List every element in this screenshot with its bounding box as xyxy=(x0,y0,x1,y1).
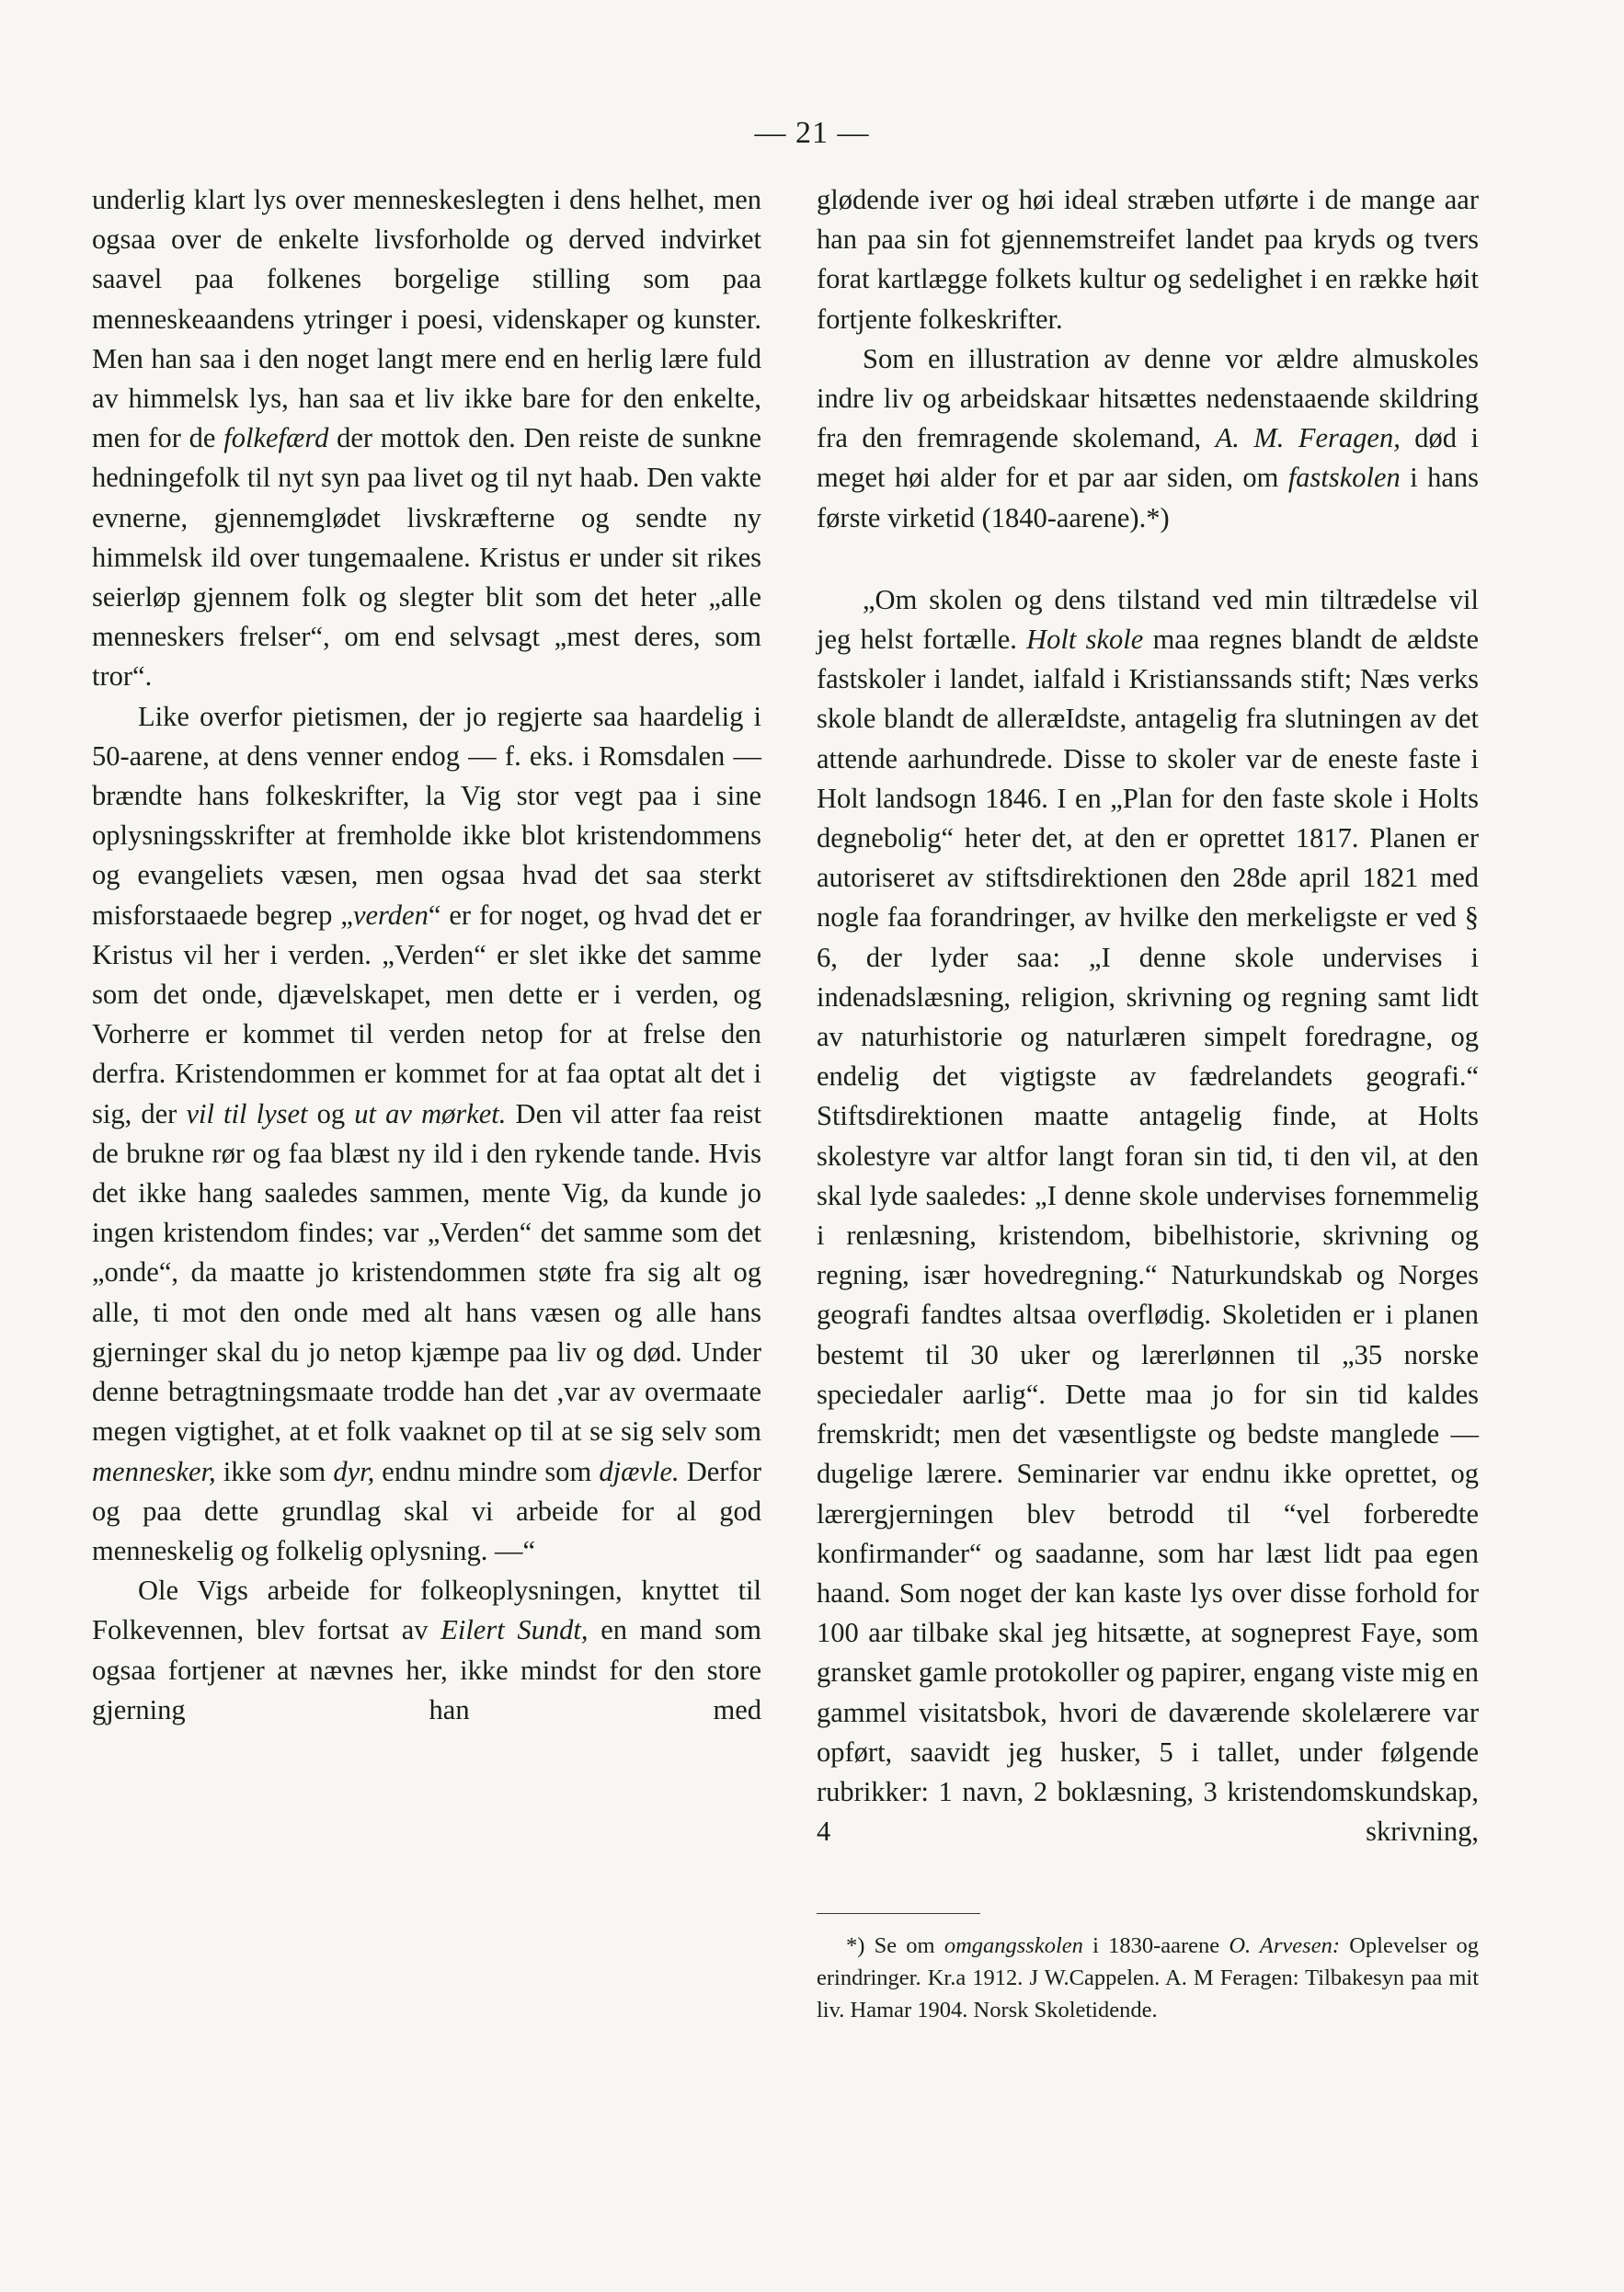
text-run: Oplevelser og erindringer. Kr.a 1912. J W.Cappelen. A. M Feragen: Tilbakesyn paa mit liv. Hamar 1904. Norsk Skoletidende. xyxy=(817,1933,1480,2023)
text-run: og xyxy=(307,1097,355,1129)
left-column xyxy=(92,180,761,1730)
text-run: død i meget høi alder for et par aar siden, om xyxy=(817,422,1479,494)
emphasis: Holt skole xyxy=(1026,624,1144,656)
emphasis: djævle. xyxy=(599,1455,680,1487)
emphasis: verden xyxy=(352,899,429,931)
page-number: — 21 — xyxy=(754,116,870,150)
emphasis: Eilert Sundt, xyxy=(440,1614,589,1646)
emphasis: A. M. Feragen, xyxy=(1215,422,1401,454)
emphasis: mennesker, xyxy=(92,1455,216,1487)
text-run: Som en illustration av denne vor ældre almuskoles indre liv og arbeidskaar hitsættes nedenstaaende skildring fra den fremragende skolemand, xyxy=(817,342,1479,454)
footnote-rule xyxy=(817,1913,980,1914)
footnote xyxy=(817,1930,1479,2026)
text-run: Ole Vigs arbeide for folkeoplysningen, knyttet til Folkevennen, blev fortsat av xyxy=(92,1575,761,1646)
text-run: en mand som ogsaa fortjener at nævnes her, ikke mindst for den store gjerning han med xyxy=(92,1614,761,1725)
paragraph xyxy=(92,1571,761,1730)
text-run: glødende iver og høi ideal stræben utførte i de mange aar han paa sin fot gjennemstreifet landet paa kryds og tvers forat kartlægge folkets kultur og sedelighet i en række høit fortjente folkeskrifter. xyxy=(817,184,1479,335)
text-run: Like overfor pietismen, der jo regjerte saa haardelig i 50-aarene, at dens venner endog — f. eks. i Romsdalen — brændte hans folkeskrifter, la Vig stor vegt paa i sine oplysningsskrifter at fremholde ikke blot kristendommens og evangeliets væsen, men ogsaa hvad det saa sterkt misforstaaede begrep „ xyxy=(92,700,761,931)
paragraph xyxy=(92,180,761,697)
emphasis: vil til lyset xyxy=(186,1097,308,1129)
text-run: Derfor og paa dette grundlag skal vi arbeide for al god menneskelig og folkelig oplysning. —“ xyxy=(92,1455,761,1566)
text-run: underlig klart lys over menneskeslegten i dens helhet, men ogsaa over de enkelte livsforholde og derved indvirket saavel paa folkenes borgelige stilling som paa menneskeaandens ytringer i poesi, videnskaper og kunster. Men han saa i den noget langt mere end en herlig lære fuld av himmelsk lys, han saa et liv ikke bare for den enkelte, men for de xyxy=(92,184,761,454)
emphasis: folkefærd xyxy=(223,422,329,454)
text-run: “ er for noget, og hvad det er Kristus vil her i verden. „Verden“ er slet ikke det samme som det onde, djævelskapet, men dette er i verden, og Vorherre er kommet til verden netop for at frelse den derfra. Kristendommen er kommet for at faa optat alt det i sig, der xyxy=(92,899,761,1129)
paragraph xyxy=(92,697,761,1571)
quoted-paragraph xyxy=(817,580,1479,1852)
emphasis: ut av mørket. xyxy=(354,1097,507,1129)
paragraph xyxy=(817,339,1479,538)
text-run: *) Se om xyxy=(846,1933,944,1958)
text-run: i hans første virketid (1840-aarene).*) xyxy=(817,462,1479,533)
text-run: ikke som xyxy=(215,1455,334,1487)
text-run: „Om skolen og dens tilstand ved min tiltrædelse vil jeg helst fortælle. xyxy=(817,583,1479,656)
emphasis: dyr, xyxy=(333,1455,375,1487)
paragraph xyxy=(817,180,1479,339)
right-column xyxy=(817,180,1479,1851)
text-run: endnu mindre som xyxy=(374,1455,600,1487)
emphasis: O. Arvesen: xyxy=(1229,1933,1340,1958)
emphasis: fastskolen xyxy=(1287,462,1401,494)
text-run: maa regnes blandt de ældste fastskoler i landet, ialfald i Kristianssands stift; Næs verks skole blandt de alleræIdste, antagelig fra slutningen av det attende aarhundrede. Disse to skoler var de eneste faste i Holt landsogn 1846. I en „Plan for den faste skole i Holts degnebolig“ heter det, at den er oprettet 1817. Planen er autoriseret av stiftsdirektionen den 28de april 1821 med nogle faa forandringer, av hvilke den merkeligste er ved § 6, der lyder saa: „I denne skole undervises i indenadslæsning, religion, skrivning og regning samt lidt av naturhistorie og naturlæren simpelt foredragne, og endelig det vigtigste av fædrelandets geografi.“ Stiftsdirektionen maatte antagelig finde, at Holts skolestyre var altfor langt foran sin tid, ti den vil, at den skal lyde saaledes: „I denne skole undervises fornemmelig i renlæsning, kristendom, bibelhistorie, skrivning og regning, især hovedregning.“ Naturkundskab og Norges geografi fandtes altsaa overflødig. Skoletiden er i planen bestemt til 30 uker og lærerlønnen til „35 norske speciedaler aarlig“. Dette maa jo for sin tid kaldes fremskridt; men det væsentligste og bedste manglede — dugelige lærere. Seminarier var endnu ikke oprettet, og lærergjerningen blev betrodd til “vel forberedte konfirmander“ og saadanne, som har læst lidt paa egen haand. Som noget der kan kaste lys over disse forhold for 100 aar tilbake skal jeg hitsætte, at sogneprest Faye, som gransket gamle protokoller og papirer, engang viste mig en gammel visitatsbok, hvori de daværende skolelærere var opført, saavidt jeg husker, 5 i tallet, under følgende rubrikker: 1 navn, 2 boklæsning, 3 kristendomskundskap, 4 skrivning, xyxy=(817,624,1479,1848)
text-run: Den vil atter faa reist de brukne rør og faa blæst ny ild i den rykende tande. Hvis det ikke hang saaledes sammen, mente Vig, da kunde jo ingen kristendom findes; var „Verden“ det samme som det „onde“, da maatte jo kristendommen støte fra sig alt og alle, ti mot den onde med alt hans væsen og alle hans gjerninger skal du jo netop kjæmpe paa liv og død. Under denne betragtningsmaate trodde han det ,var av overmaate megen vigtighet, at et folk vaaknet op til at se sig selv som xyxy=(92,1097,762,1448)
text-run: der mottok den. Den reiste de sunkne hedningefolk til nyt syn paa livet og til nyt haab. Den vakte evnerne, gjennemglødet livskræfterne og sendte ny himmelsk ild over tungemaalene. Kristus er under sit rikes seierløp gjennem folk og slegter blit som det heter „alle menneskers frelser“, om end selvsagt „mest deres, som tror“. xyxy=(92,422,761,693)
emphasis: omgangsskolen xyxy=(944,1933,1083,1958)
text-run: i 1830-aarene xyxy=(1082,1933,1229,1958)
